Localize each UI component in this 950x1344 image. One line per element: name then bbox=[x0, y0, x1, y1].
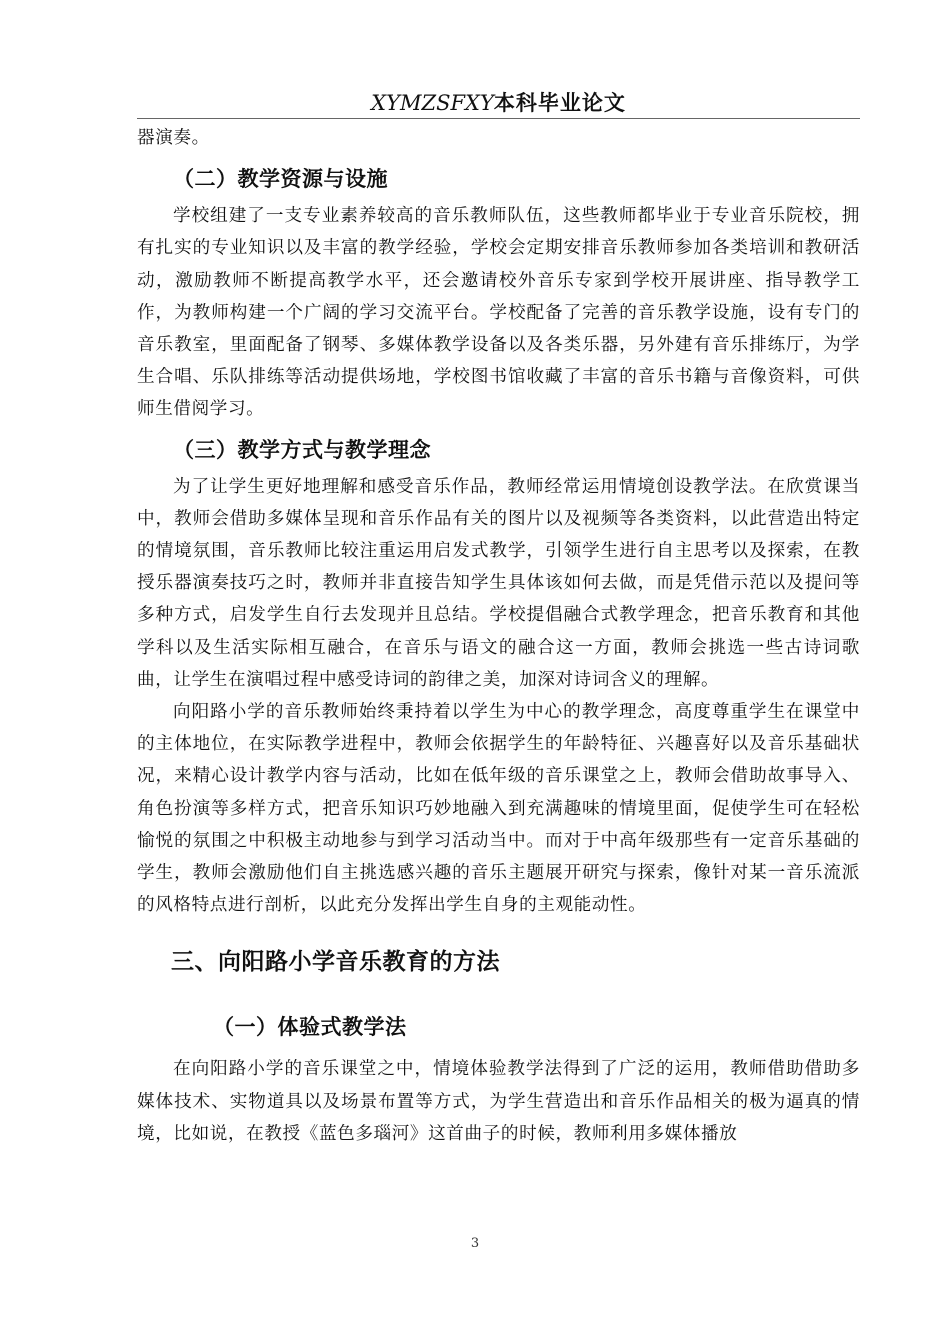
paragraph: 学校组建了一支专业素养较高的音乐教师队伍，这些教师都毕业于专业音乐院校，拥有扎实的专业知识以及丰富的教学经验，学校会定期安排音乐教师参加各类培训和教研活动，激励教师不断提高教学水平，还会邀请校外音乐专家到学校开展讲座、指导教学工作，为教师构建一个广阔的学习交流平台。学校配备了完善的音乐教学设施，设有专门的音乐教室，里面配备了钢琴、多媒体教学设备以及各类乐器，另外建有音乐排练厅，为学生合唱、乐队排练等活动提供场地，学校图书馆收藏了丰富的音乐书籍与音像资料，可供师生借阅学习。 bbox=[137, 206, 860, 420]
section-heading-2-2: （二）教学资源与设施 bbox=[173, 167, 388, 192]
paragraph-continued: 器演奏。 bbox=[137, 128, 210, 148]
paragraph: 向阳路小学的音乐教师始终秉持着以学生为中心的教学理念，高度尊重学生在课堂中的主体地位，在实际教学进程中，教师会依据学生的年龄特征、兴趣喜好以及音乐基础状况，来精心设计教学内容与活动，比如在低年级的音乐课堂之上，教师会借助故事导入、角色扮演等多样方式，把音乐知识巧妙地融入到充满趣味的情境里面，促使学生可在轻松愉悦的氛围之中积极主动地参与到学习活动当中。而对于中高年级那些有一定音乐基础的学生，教师会激励他们自主挑选感兴趣的音乐主题展开研究与探索，像针对某一音乐流派的风格特点进行剖析，以此充分发挥出学生自身的主观能动性。 bbox=[137, 702, 860, 916]
paragraph: 在向阳路小学的音乐课堂之中，情境体验教学法得到了广泛的运用，教师借助借助多媒体技术、实物道具以及场景布置等方式，为学生营造出和音乐作品相关的极为逼真的情境，比如说，在教授《蓝色多瑙河》这首曲子的时候，教师利用多媒体播放 bbox=[137, 1059, 860, 1144]
paragraph: 为了让学生更好地理解和感受音乐作品，教师经常运用情境创设教学法。在欣赏课当中，教师会借助多媒体呈现和音乐作品有关的图片以及视频等各类资料，以此营造出特定的情境氛围，音乐教师比较注重运用启发式教学，引领学生进行自主思考以及探索，在教授乐器演奏技巧之时，教师并非直接告知学生具体该如何去做，而是凭借示范以及提问等多种方式，启发学生自行去发现并且总结。学校提倡融合式教学理念，把音乐教育和其他学科以及生活实际相互融合，在音乐与语文的融合这一方面，教师会挑选一些古诗词歌曲，让学生在演唱过程中感受诗词的韵律之美，加深对诗词含义的理解。 bbox=[137, 476, 860, 690]
section-heading-2-3: （三）教学方式与教学理念 bbox=[173, 437, 431, 462]
header-cjk: 本科毕业论文 bbox=[493, 91, 626, 115]
section-heading-3-1: （一）体验式教学法 bbox=[213, 1015, 407, 1040]
header-latin: XYMZSFXY bbox=[371, 91, 494, 115]
page-body bbox=[137, 120, 860, 1150]
page-number: 3 bbox=[470, 1236, 480, 1251]
header-rule bbox=[137, 118, 860, 119]
chapter-heading-3: 三、向阳路小学音乐教育的方法 bbox=[171, 949, 500, 976]
running-header bbox=[137, 88, 860, 118]
